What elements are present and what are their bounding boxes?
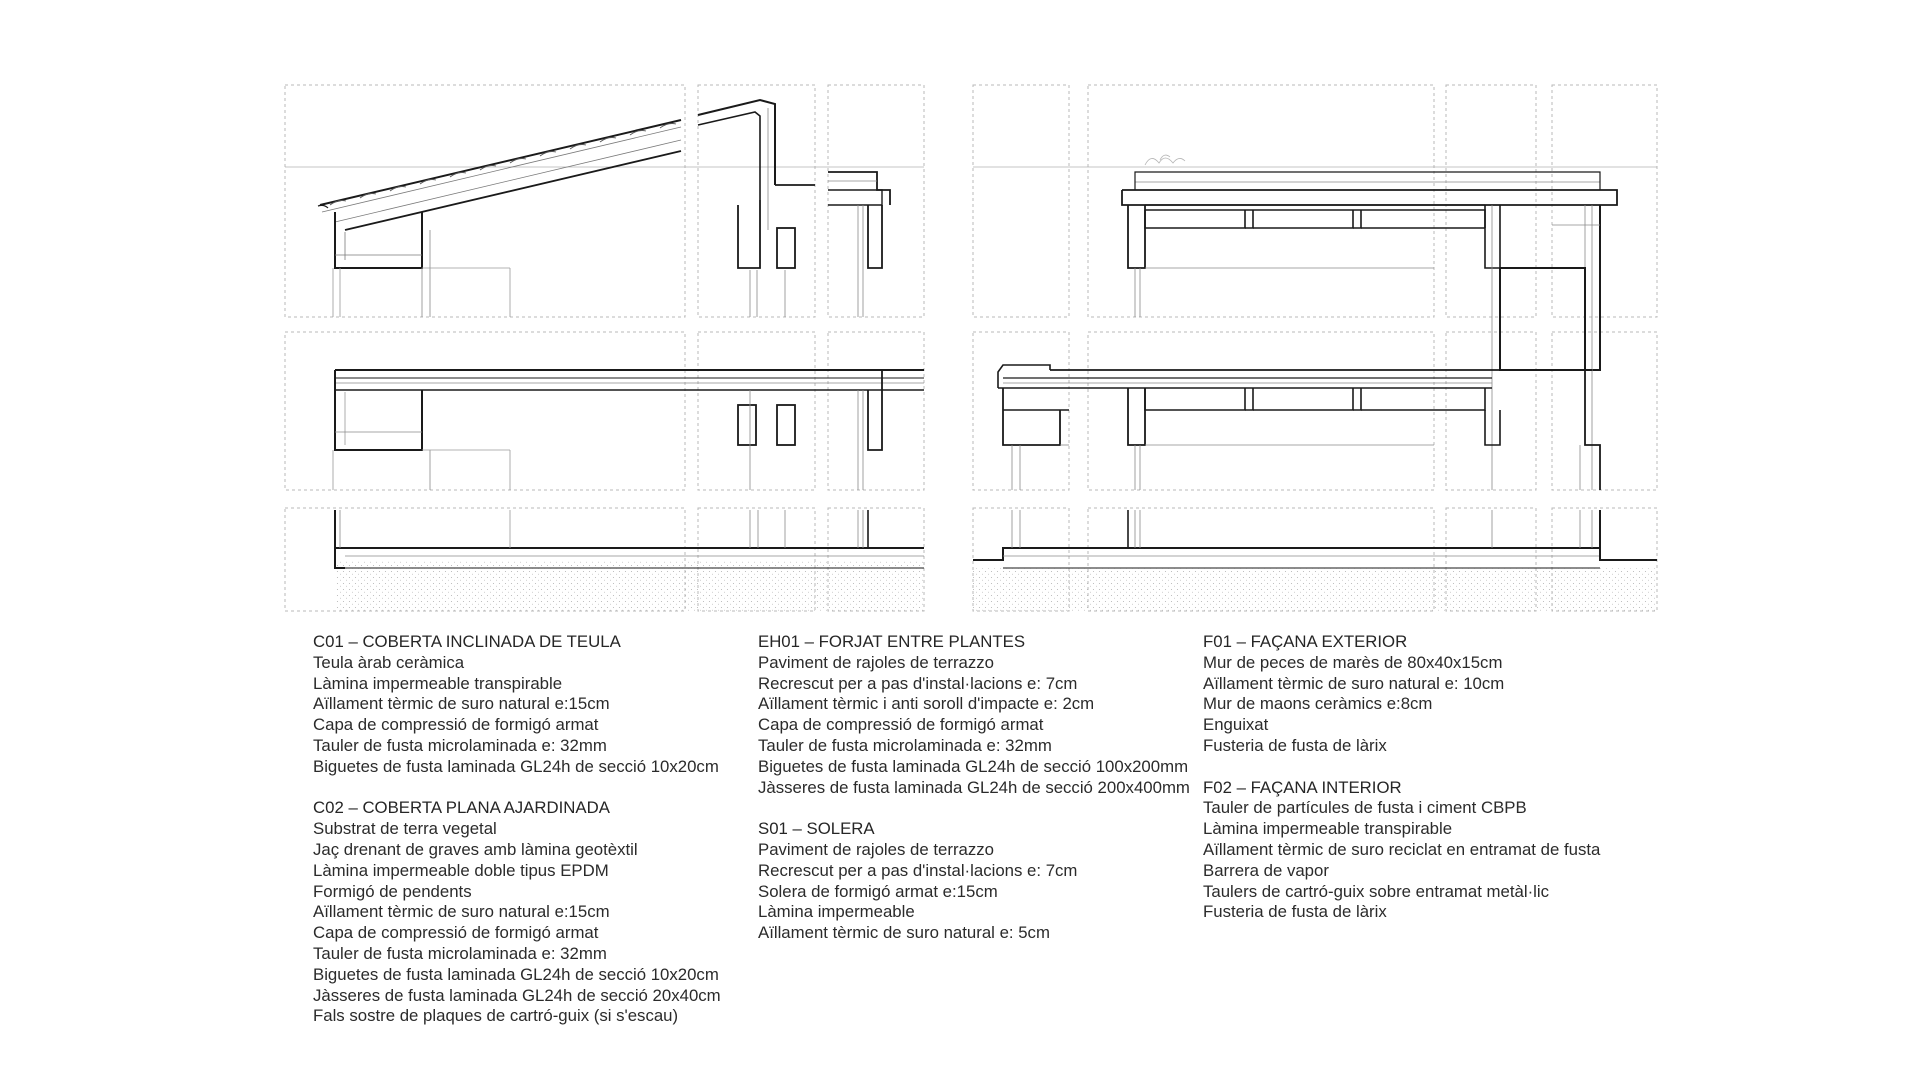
layer-item: Recrescut per a pas d'instal·lacions e: 7cm — [758, 860, 1078, 880]
layer-item: Làmina impermeable doble tipus EPDM — [313, 860, 609, 880]
layer-item: Tauler de partícules de fusta i ciment CBPB — [1203, 798, 1527, 818]
green-roof — [1122, 155, 1617, 490]
legend-section — [1203, 778, 1600, 924]
layer-item: Aïllament tèrmic de suro natural e:15cm — [313, 902, 610, 922]
layer-item: Barrera de vapor — [1203, 860, 1329, 880]
left-section — [318, 100, 924, 611]
layer-item: Capa de compressió de formigó armat — [313, 923, 599, 943]
legend-section — [313, 632, 721, 778]
layer-item: Jàsseres de fusta laminada GL24h de secció 20x40cm — [313, 985, 721, 1005]
layer-item: Biguetes de fusta laminada GL24h de secció 10x20cm — [313, 756, 719, 776]
layer-item: Substrat de terra vegetal — [313, 819, 497, 839]
layer-item: Biguetes de fusta laminada GL24h de secció 10x20cm — [313, 964, 719, 984]
layer-item: Aïllament tèrmic i anti soroll d'impacte e: 2cm — [758, 694, 1095, 714]
layer-item: Mur de peces de marès de 80x40x15cm — [1203, 652, 1503, 672]
layer-item: Làmina impermeable transpirable — [1203, 819, 1453, 839]
layer-item: Enguixat — [1203, 715, 1269, 735]
legend-column-2 — [758, 632, 1190, 965]
ridge-detail — [698, 100, 815, 317]
layer-item: Aïllament tèrmic de suro natural e:15cm — [313, 694, 610, 714]
layer-item: Fals sostre de plaques de cartró-guix (si s'escau) — [313, 1006, 679, 1026]
floor-slab-left — [333, 370, 924, 490]
section-title: F02 – FAÇANA INTERIOR — [1203, 777, 1402, 797]
layer-item: Aïllament tèrmic de suro natural e: 5cm — [758, 923, 1050, 943]
section-title: F01 – FAÇANA EXTERIOR — [1203, 632, 1408, 651]
layer-item: Aïllament tèrmic de suro natural e: 10cm — [1203, 673, 1505, 693]
layer-item: Formigó de pendents — [313, 881, 472, 901]
pitched-roof — [318, 120, 681, 317]
legend-section — [313, 798, 721, 1027]
layer-item: Fusteria de fusta de làrix — [1203, 735, 1387, 755]
layer-item: Biguetes de fusta laminada GL24h de secció 100x200mm — [758, 756, 1189, 776]
layer-item: Tauler de fusta microlaminada e: 32mm — [313, 735, 607, 755]
layer-item: Tauler de fusta microlaminada e: 32mm — [758, 735, 1052, 755]
section-title: S01 – SOLERA — [758, 819, 875, 839]
layer-item: Recrescut per a pas d'instal·lacions e: 7cm — [758, 673, 1078, 693]
section-title: EH01 – FORJAT ENTRE PLANTES — [758, 632, 1026, 651]
right-section — [973, 155, 1657, 611]
section-title: C02 – COBERTA PLANA AJARDINADA — [313, 798, 610, 818]
legend-column-3 — [1203, 632, 1600, 944]
layer-item: Làmina impermeable — [758, 902, 915, 922]
layer-item: Fusteria de fusta de làrix — [1203, 902, 1387, 922]
ground-slab-right — [973, 510, 1657, 611]
flat-roof-left — [828, 172, 890, 317]
layer-item: Capa de compressió de formigó armat — [758, 715, 1044, 735]
layer-item: Paviment de rajoles de terrazzo — [758, 652, 994, 672]
layer-item: Solera de formigó armat e:15cm — [758, 881, 998, 901]
legend-section — [758, 632, 1190, 798]
layer-item: Paviment de rajoles de terrazzo — [758, 839, 994, 859]
layer-item: Teula àrab ceràmica — [313, 652, 465, 672]
legend-column-1 — [313, 632, 721, 1048]
layer-item: Jaç drenant de graves amb làmina geotèxtil — [313, 839, 638, 859]
ground-slab-left — [335, 510, 924, 611]
layer-item: Jàsseres de fusta laminada GL24h de secció 200x400mm — [758, 777, 1190, 797]
layer-item: Aïllament tèrmic de suro reciclat en entramat de fusta — [1203, 839, 1601, 859]
layer-item: Tauler de fusta microlaminada e: 32mm — [313, 943, 607, 963]
legend-section — [758, 819, 1190, 944]
layer-item: Taulers de cartró-guix sobre entramat metàl·lic — [1203, 881, 1550, 901]
layer-item: Làmina impermeable transpirable — [313, 673, 563, 693]
layer-item: Capa de compressió de formigó armat — [313, 715, 599, 735]
legend-section — [1203, 632, 1600, 757]
section-title: C01 – COBERTA INCLINADA DE TEULA — [313, 632, 621, 651]
layer-item: Mur de maons ceràmics e:8cm — [1203, 694, 1433, 714]
